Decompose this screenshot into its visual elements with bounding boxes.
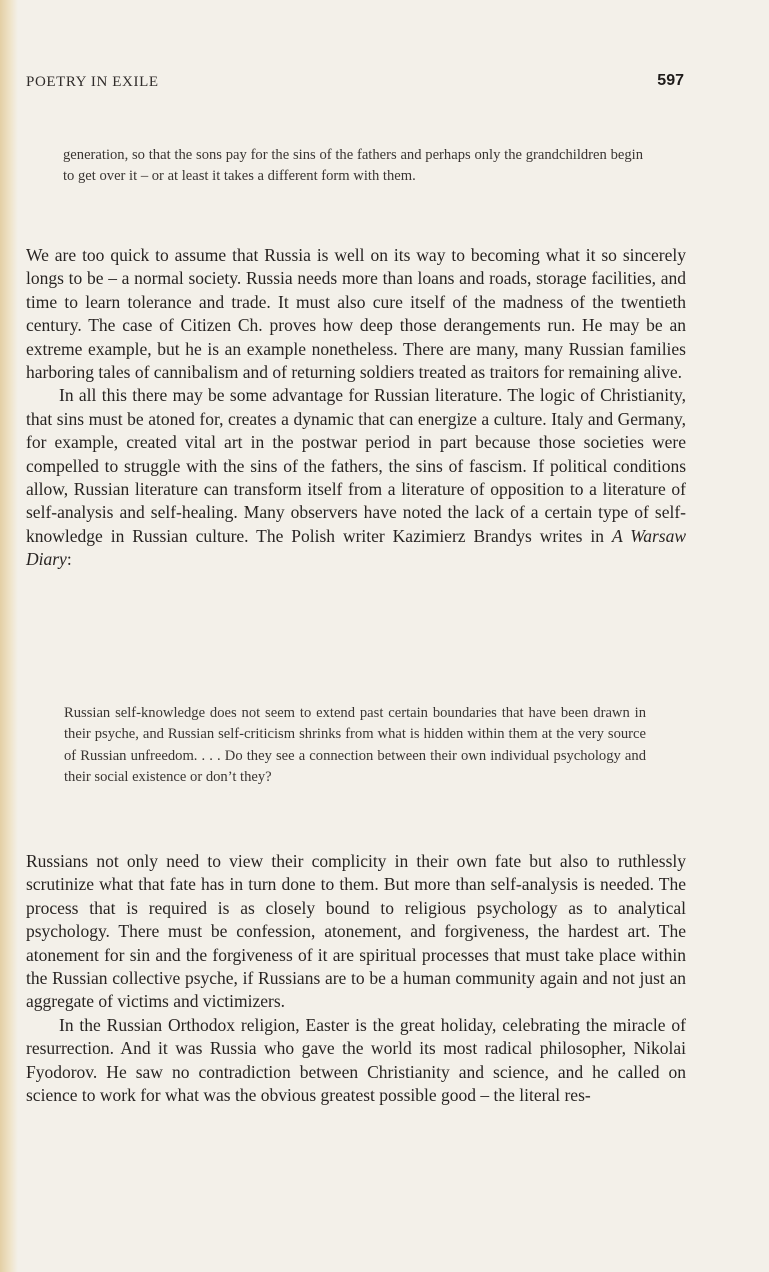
page-header bbox=[26, 72, 684, 96]
block-quote-brandys: Russian self-knowledge does not seem to extend past certain boundaries that have been drawn in their psyche, and Russian self-criticism shrinks from what is hidden within them at the very source of Russian unfreedom. . . . Do they see a connection between their own individual psychology and their social existence or don’t they? bbox=[64, 705, 646, 786]
book-title-warsaw-diary: A Warsaw Diary bbox=[26, 525, 686, 570]
paragraph-russian-literature-text: In all this there may be some advantage for Russian literature. The logic of Christianity, that sins must be atoned for, creates a dynamic that can energize a culture. Italy and Germany, for example, created vital art in the postwar period in part because those societies were compelled to struggle with the sins of the fathers, the sins of fascism. If political conditions allow, Russian literature can transform itself from a literature of opposition to a literature of self-analysis and self-healing. Many observers have noted the lack of a certain type of self-knowledge in Russian culture. The Polish writer Kazimierz Brandys writes in bbox=[26, 385, 686, 546]
paragraph-colon: : bbox=[66, 549, 72, 570]
paragraph-normal-society: We are too quick to assume that Russia is well on its way to becoming what it so sincerely longs to be – a normal society. Russia needs more than loans and roads, storage facilities, and time to learn tolerance and trade. It must also cure itself of the madness of the twentieth century. The case of Citizen Ch. proves how deep those derangements run. He may be an extreme example, but he is an example nonetheless. There are many, many Russian families harboring tales of cannibalism and of returning soldiers treated as traitors for remaining alive. bbox=[26, 245, 686, 383]
body-text-lower bbox=[26, 850, 686, 1107]
page-number: 597 bbox=[657, 72, 684, 89]
running-head: POETRY IN EXILE bbox=[26, 74, 159, 90]
paragraph-russian-literature bbox=[26, 384, 686, 571]
paragraph-complicity: Russians not only need to view their complicity in their own fate but also to ruthlessly scrutinize what that fate has in turn done to them. But more than self-analysis is needed. The process that is required is as closely bound to religious psychology as to analytical psychology. There must be confession, atonement, and forgiveness, the hardest art. The atonement for sin and the forgiveness of it are spiritual processes that must take place within the Russian collective psyche, if Russians are to be a human community again and not just an aggregate of victims and victimizers. bbox=[26, 851, 686, 1012]
body-text-upper bbox=[26, 244, 686, 572]
page-binding-shadow bbox=[0, 0, 18, 1272]
paragraph-orthodox-easter: In the Russian Orthodox religion, Easter is the great holiday, celebrating the miracle of resurrection. And it was Russia who gave the world its most radical philosopher, Nikolai Fyodorov. He saw no contradiction between Christianity and science, and he called on science to work for what was the obvious greatest possible good – the literal res- bbox=[26, 1014, 686, 1106]
block-quote-top: generation, so that the sons pay for the sins of the fathers and perhaps only the grandchildren begin to get over it – or at least it takes a different form with them. bbox=[63, 147, 643, 185]
